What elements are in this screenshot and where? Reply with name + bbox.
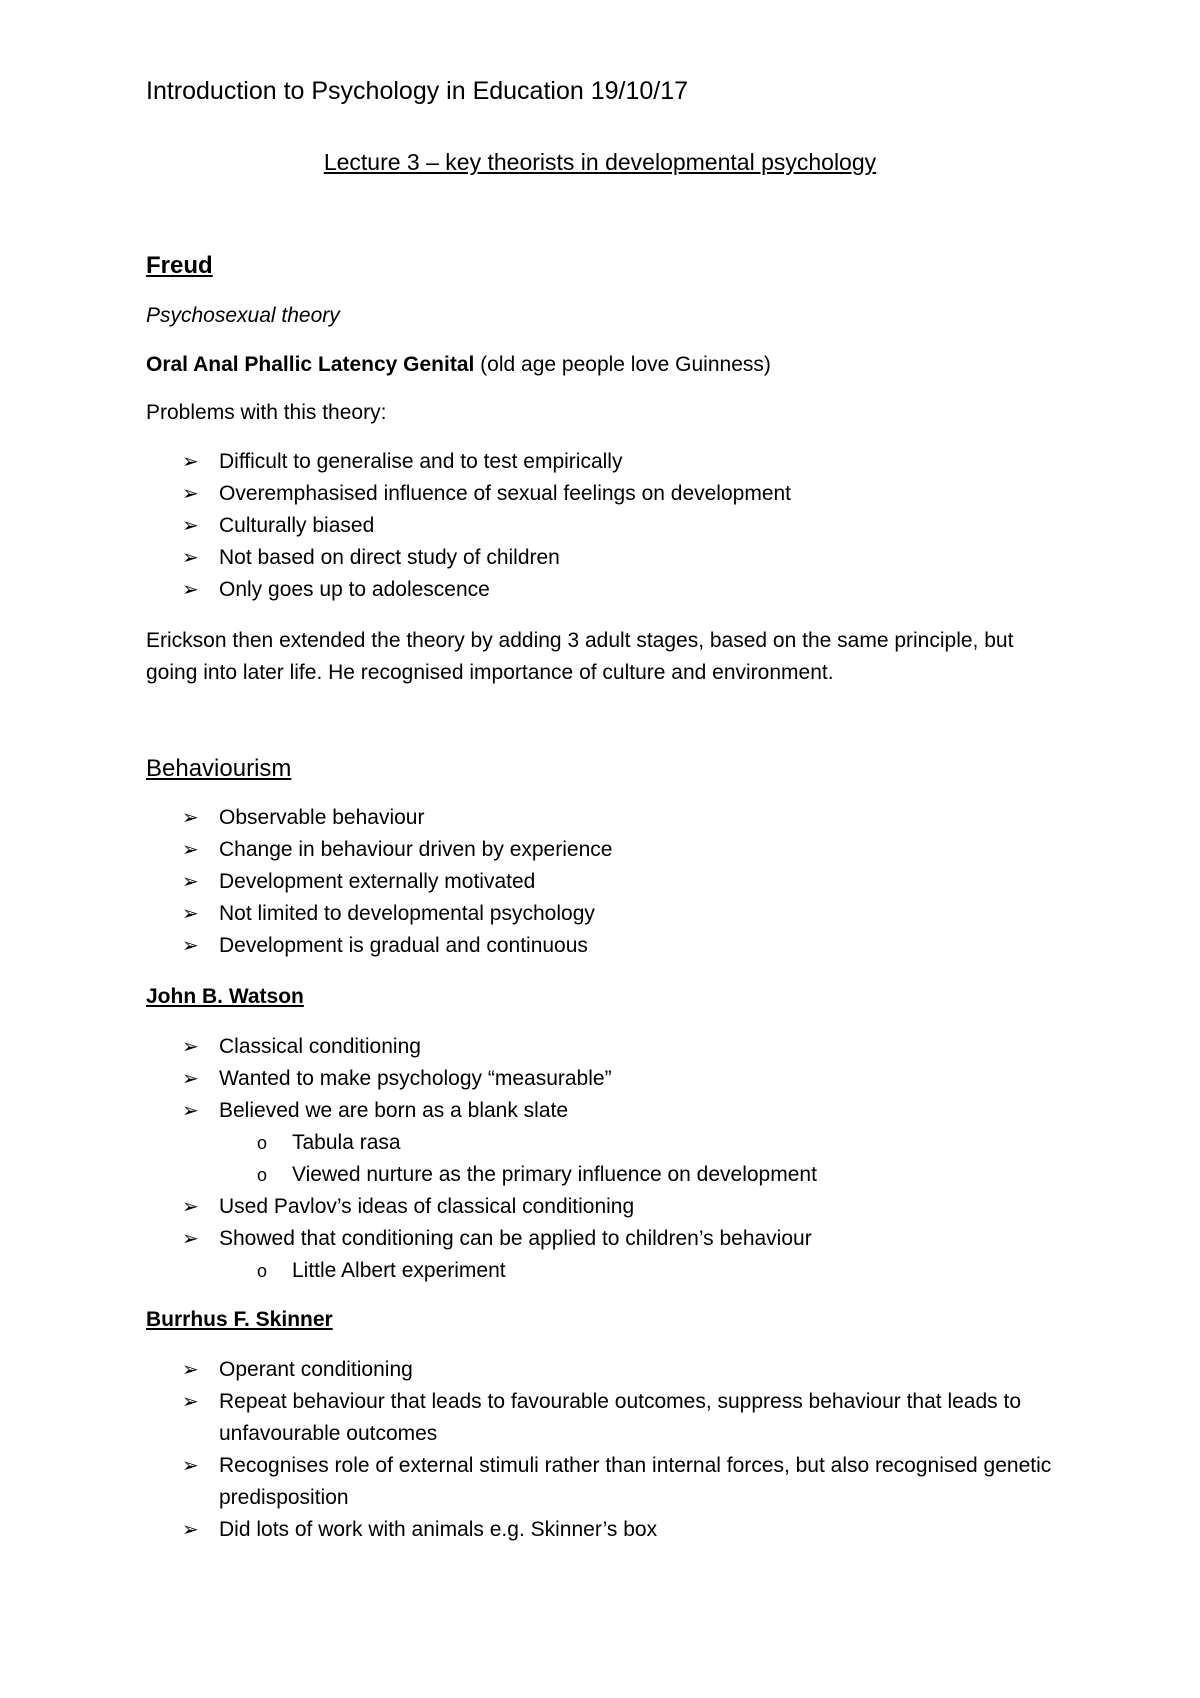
arrow-bullet-icon: ➢ [182, 579, 199, 601]
list-item [0, 446, 1069, 478]
arrow-bullet-icon: ➢ [182, 515, 199, 537]
list-item [0, 1386, 1069, 1450]
sub-list-item [257, 1127, 1069, 1159]
document-title: Introduction to Psychology in Education 19/10/17 [146, 77, 689, 105]
list-item-text: Recognises role of external stimuli rather than internal forces, but also recognised genetic predisposition [219, 1454, 1052, 1509]
sub-list-item [257, 1255, 1069, 1287]
list-item [0, 574, 1069, 606]
behaviourism-list [0, 802, 1069, 962]
arrow-bullet-icon: ➢ [182, 871, 199, 893]
list-item [0, 1191, 1069, 1223]
arrow-bullet-icon: ➢ [182, 1359, 199, 1381]
list-item [0, 1514, 1069, 1546]
list-item-text: Operant conditioning [219, 1358, 413, 1381]
arrow-bullet-icon: ➢ [182, 839, 199, 861]
list-item-text: Wanted to make psychology “measurable” [219, 1067, 612, 1090]
sub-list-item-text: Viewed nurture as the primary influence on development [292, 1163, 817, 1186]
list-item [0, 1063, 1069, 1095]
sub-list-item [257, 1159, 1069, 1191]
circle-bullet-icon: o [257, 1261, 268, 1281]
list-item [0, 510, 1069, 542]
list-item [0, 1095, 1069, 1191]
heading-freud: Freud [146, 252, 213, 279]
list-item-text: Observable behaviour [219, 806, 425, 829]
list-item-text: Did lots of work with animals e.g. Skinner’s box [219, 1518, 658, 1541]
list-item [0, 866, 1069, 898]
list-item-text: Development externally motivated [219, 870, 536, 893]
stages-mnemonic: (old age people love Guinness) [474, 353, 771, 376]
list-item [0, 898, 1069, 930]
arrow-bullet-icon: ➢ [182, 903, 199, 925]
list-item [0, 478, 1069, 510]
freud-problems-list [0, 446, 1069, 606]
list-item [0, 1031, 1069, 1063]
arrow-bullet-icon: ➢ [182, 807, 199, 829]
list-item-text: Development is gradual and continuous [219, 934, 588, 957]
list-item [0, 802, 1069, 834]
arrow-bullet-icon: ➢ [182, 451, 199, 473]
circle-bullet-icon: o [257, 1165, 268, 1185]
arrow-bullet-icon: ➢ [182, 483, 199, 505]
arrow-bullet-icon: ➢ [182, 1196, 199, 1218]
list-item-text: Only goes up to adolescence [219, 578, 490, 601]
arrow-bullet-icon: ➢ [182, 1036, 199, 1058]
lecture-title: Lecture 3 – key theorists in developmental psychology [323, 149, 877, 175]
sub-list-item-text: Tabula rasa [292, 1131, 401, 1154]
stages-line [146, 351, 771, 379]
list-item-text: Showed that conditioning can be applied to children’s behaviour [219, 1227, 812, 1250]
arrow-bullet-icon: ➢ [182, 1519, 199, 1541]
list-item-text: Not based on direct study of children [219, 546, 560, 569]
list-item [0, 1223, 1069, 1287]
circle-bullet-icon: o [257, 1133, 268, 1153]
arrow-bullet-icon: ➢ [182, 1391, 199, 1413]
list-item [0, 834, 1069, 866]
list-item [0, 1450, 1069, 1514]
sub-list-item-text: Little Albert experiment [292, 1259, 506, 1282]
erickson-paragraph: Erickson then extended the theory by adding 3 adult stages, based on the same principle, but going into later life. He recognised importance of culture and environment. [146, 629, 1014, 684]
heading-skinner: Burrhus F. Skinner [146, 1308, 333, 1331]
children-sublist [219, 1255, 1069, 1287]
list-item [0, 542, 1069, 574]
list-item [0, 1354, 1069, 1386]
heading-behaviourism: Behaviourism [146, 755, 292, 782]
list-item-text: Believed we are born as a blank slate [219, 1099, 569, 1122]
blank-slate-sublist [219, 1127, 1069, 1191]
arrow-bullet-icon: ➢ [182, 1068, 199, 1090]
arrow-bullet-icon: ➢ [182, 935, 199, 957]
arrow-bullet-icon: ➢ [182, 1100, 199, 1122]
list-item-text: Classical conditioning [219, 1035, 421, 1058]
arrow-bullet-icon: ➢ [182, 1455, 199, 1477]
list-item-text: Change in behaviour driven by experience [219, 838, 613, 861]
arrow-bullet-icon: ➢ [182, 1228, 199, 1250]
watson-list [0, 1031, 1069, 1287]
list-item-text: Overemphasised influence of sexual feelings on development [219, 482, 792, 505]
problems-label: Problems with this theory: [146, 401, 387, 424]
list-item-text: Repeat behaviour that leads to favourable outcomes, suppress behaviour that leads to unfavourable outcomes [219, 1390, 1022, 1445]
subtitle-psychosexual: Psychosexual theory [146, 304, 340, 327]
list-item-text: Used Pavlov’s ideas of classical conditioning [219, 1195, 635, 1218]
stages-bold: Oral Anal Phallic Latency Genital [146, 353, 475, 376]
list-item [0, 930, 1069, 962]
list-item-text: Not limited to developmental psychology [219, 902, 595, 925]
arrow-bullet-icon: ➢ [182, 547, 199, 569]
heading-watson: John B. Watson [146, 985, 304, 1008]
list-item-text: Culturally biased [219, 514, 375, 537]
list-item-text: Difficult to generalise and to test empirically [219, 450, 623, 473]
skinner-list [0, 1354, 1069, 1546]
